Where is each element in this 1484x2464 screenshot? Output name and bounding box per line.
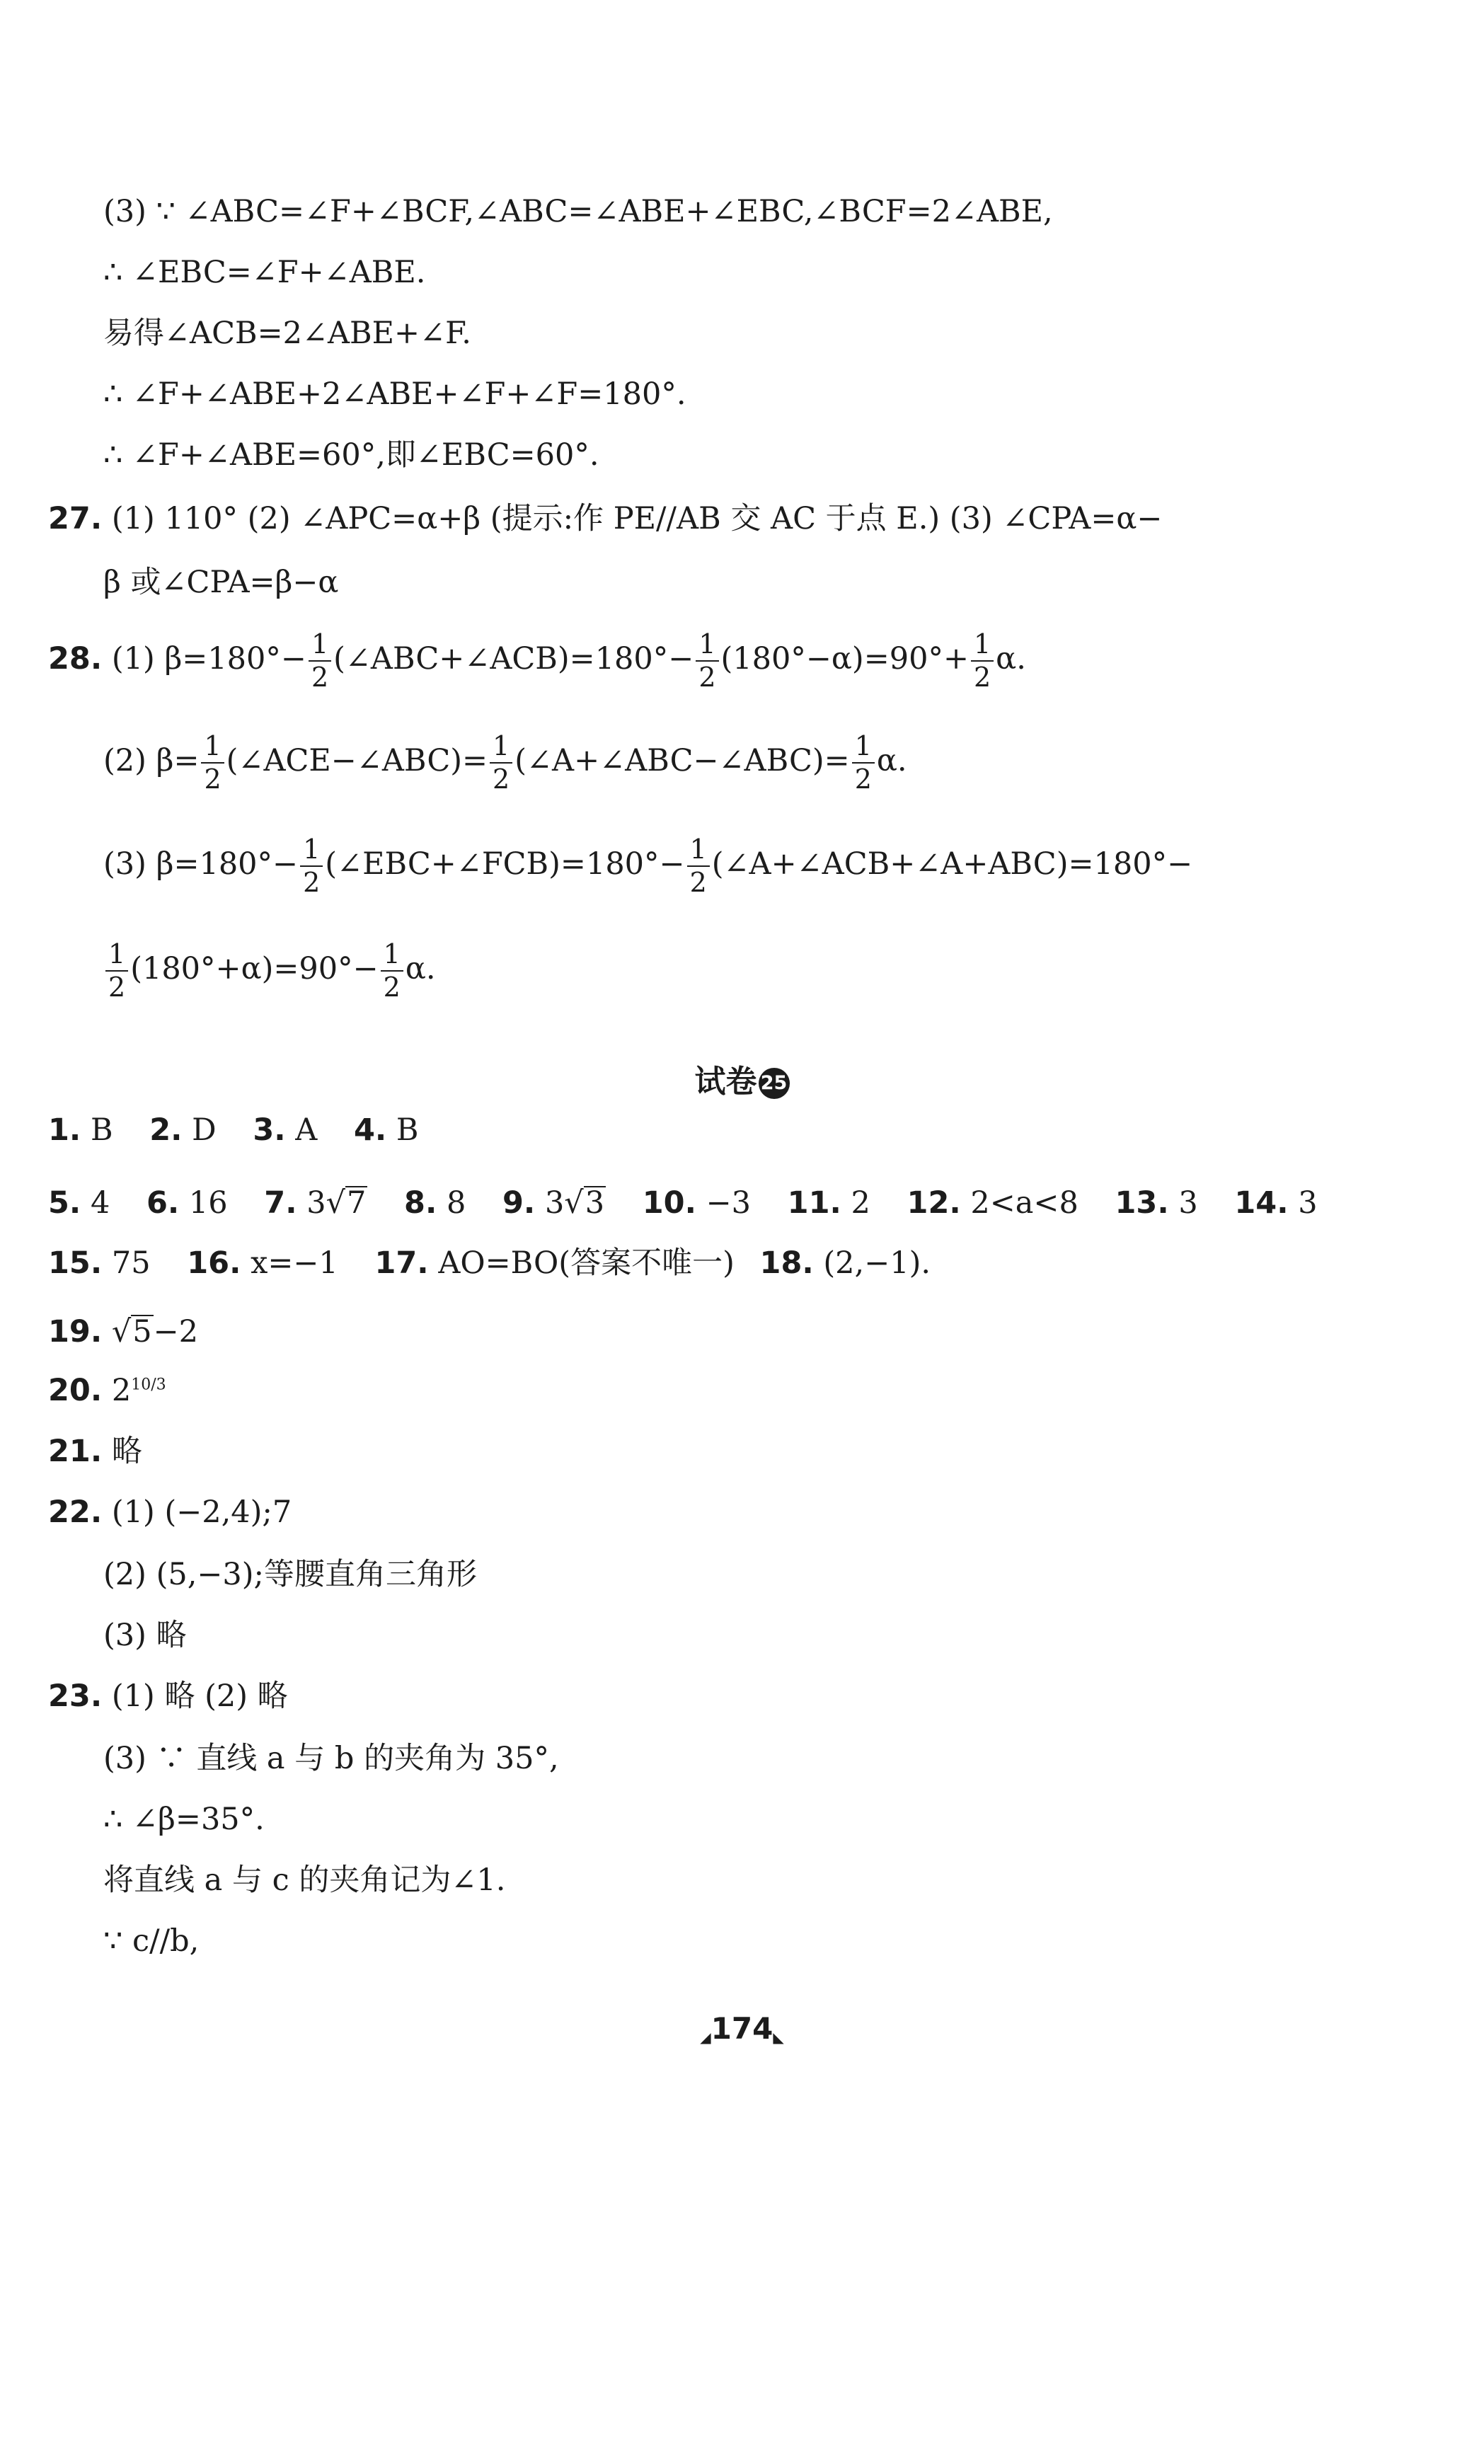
fraction: $\frac{1}{2}$	[201, 732, 224, 794]
fraction: $\frac{1}{2}$	[687, 835, 710, 897]
proof-line: 易得∠ACB=2∠ABE+∠F.	[103, 316, 471, 351]
question-22: 22. (1) (−2,4);7	[48, 1495, 292, 1530]
question-23: 23. (1) 略 (2) 略	[48, 1679, 288, 1714]
page-number: ◢174◣	[700, 2011, 784, 2046]
question-number: 27.	[48, 501, 103, 536]
triangle-right-icon: ◣	[773, 2029, 784, 2046]
question-number: 28.	[48, 641, 103, 677]
circled-number: 25	[759, 1068, 790, 1099]
answer-line: 将直线 a 与 c 的夹角记为∠1.	[103, 1863, 506, 1898]
triangle-left-icon: ◢	[700, 2029, 711, 2046]
fraction: $\frac{1}{2}$	[696, 630, 718, 692]
answer-line: (2) (5,−3);等腰直角三角形	[103, 1557, 478, 1592]
question-28-part-1: 28. (1) β=180°− $\frac{1}{2}$ (∠ABC+∠ACB)=180°− $\frac{1}{2}$ (180°−α)=90°+ $\frac{1}{2}$ α.	[48, 628, 1026, 693]
answer-line: ∵ c//b,	[103, 1923, 200, 1959]
question-28-part-2: (2) β= $\frac{1}{2}$ (∠ACE−∠ABC)= $\frac{1}{2}$ (∠A+∠ABC−∠ABC)= $\frac{1}{2}$ α.	[103, 730, 907, 795]
fraction: $\frac{1}{2}$	[381, 940, 403, 1002]
answer-row: 1. B 2. D 3. A 4. B	[48, 1112, 419, 1148]
question-28-part-3-continued: $\frac{1}{2}$ (180°+α)=90°− $\frac{1}{2}$ α.	[103, 940, 436, 1002]
fraction: $\frac{1}{2}$	[309, 630, 331, 692]
question-19: 19. √5−2	[48, 1314, 199, 1349]
answer-line: ∴ ∠β=35°.	[103, 1802, 265, 1837]
question-28-part-3: (3) β=180°− $\frac{1}{2}$ (∠EBC+∠FCB)=180°− $\frac{1}{2}$ (∠A+∠ACB+∠A+ABC)=180°−	[103, 834, 1193, 899]
fraction: $\frac{1}{2}$	[852, 732, 875, 794]
answer-line: (3) ∵ 直线 a 与 b 的夹角为 35°,	[103, 1741, 559, 1776]
proof-line: ∴ ∠EBC=∠F+∠ABE.	[103, 255, 426, 290]
answer-text: (1) 110° (2) ∠APC=α+β (提示:作 PE//AB 交 AC 于点 E.) (3) ∠CPA=α−	[111, 501, 1163, 536]
question-27	[48, 501, 1163, 536]
question-21: 21. 略	[48, 1434, 142, 1469]
fraction: $\frac{1}{2}$	[490, 732, 512, 794]
square-root: √7	[326, 1185, 367, 1221]
proof-line: ∴ ∠F+∠ABE=60°,即∠EBC=60°.	[103, 437, 599, 473]
proof-line: (3) ∵ ∠ABC=∠F+∠BCF,∠ABC=∠ABE+∠EBC,∠BCF=2∠ABE,	[103, 194, 1053, 229]
square-root: √5	[111, 1314, 152, 1349]
section-title: 试卷 25	[0, 1056, 1484, 1101]
answer-row: 5. 4 6. 16 7. 3√7 8. 8 9. 3√3 10. −3 11. 2 12. 2<a<8 13. 3 14. 3	[48, 1185, 1318, 1221]
fraction: $\frac{1}{2}$	[300, 835, 323, 897]
square-root: √3	[564, 1185, 605, 1221]
fraction: $\frac{1}{2}$	[971, 630, 994, 692]
answer-line: (3) 略	[103, 1618, 187, 1653]
proof-line: ∴ ∠F+∠ABE+2∠ABE+∠F+∠F=180°.	[103, 376, 686, 412]
question-20: 20. $2^{10/3}$	[48, 1373, 166, 1408]
answer-continuation: β 或∠CPA=β−α	[103, 565, 339, 600]
fraction: $\frac{1}{2}$	[105, 940, 128, 1002]
answer-row: 15. 75 16. x=−1 17. AO=BO(答案不唯一) 18. (2,−1).	[48, 1245, 931, 1281]
